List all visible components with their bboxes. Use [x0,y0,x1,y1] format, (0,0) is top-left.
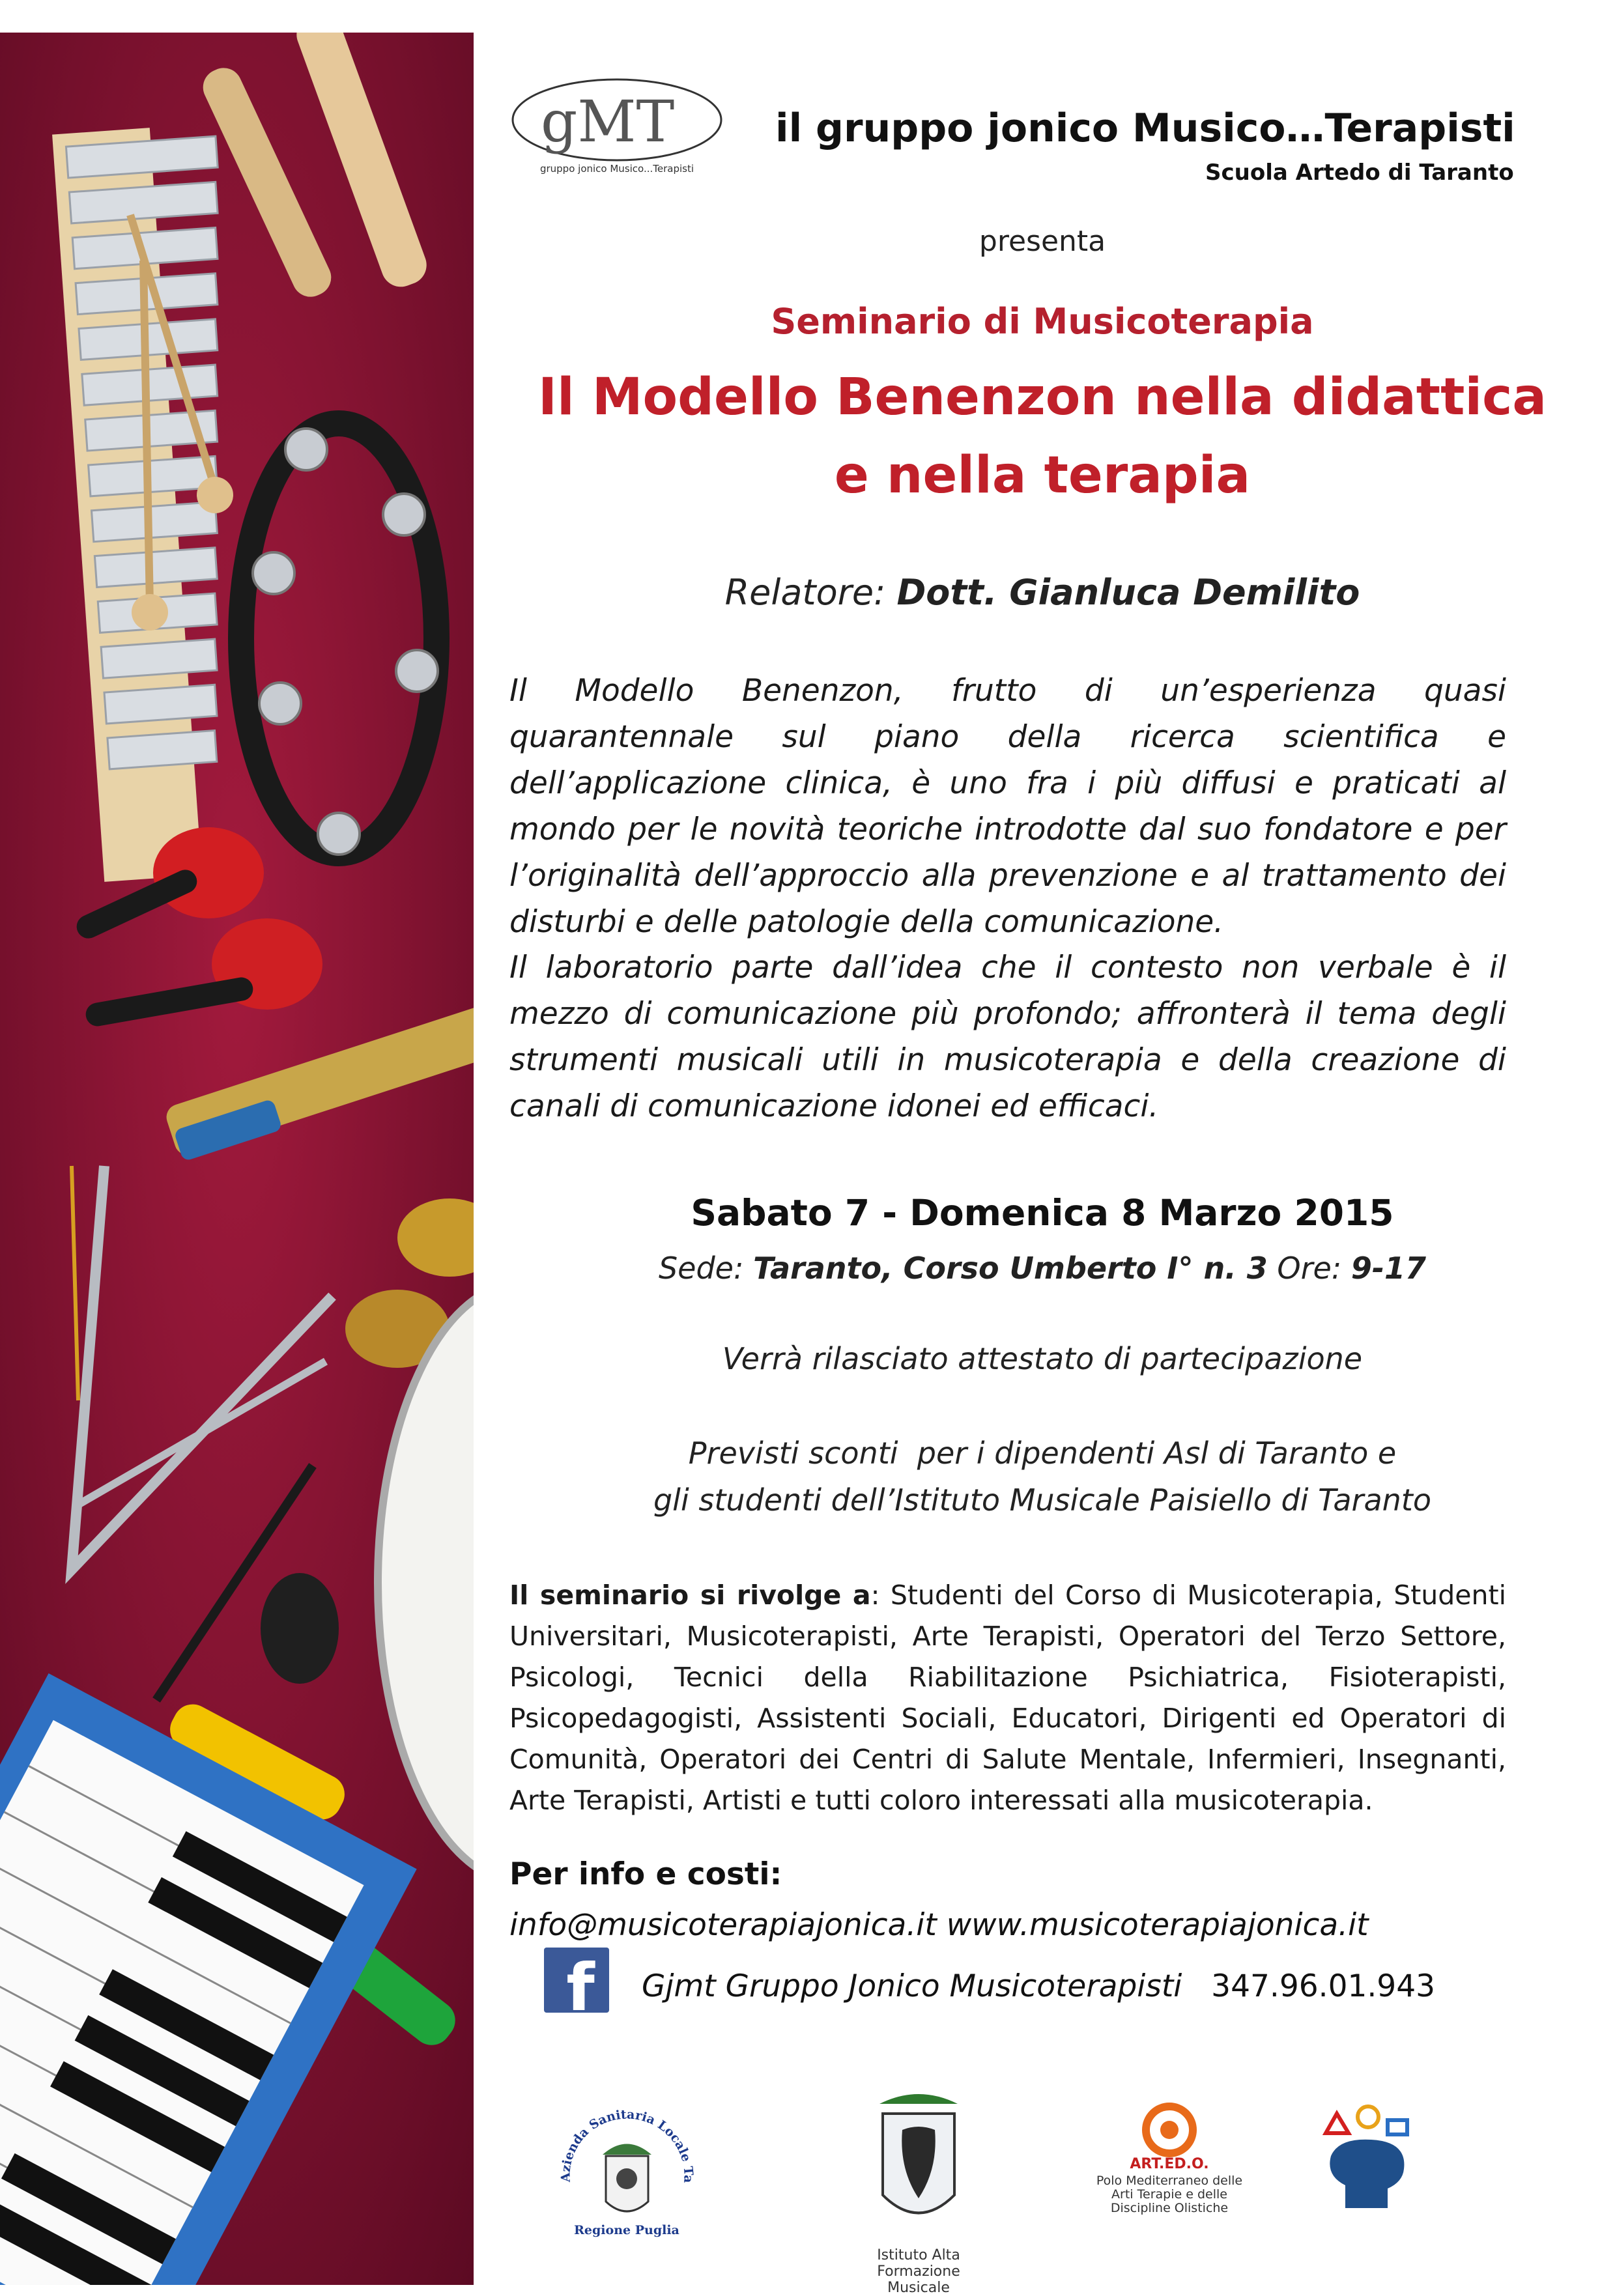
artedo-logo [1124,2101,1215,2172]
artedo-caption-line1: Polo Mediterraneo delle [1096,2174,1243,2188]
asl-taranto-logo [550,2104,704,2257]
istituto-crest [853,2084,984,2241]
instruments-photo [0,33,474,2285]
event-date: Sabato 7 - Domenica 8 Marzo 2015 [691,1192,1394,1234]
asl-region: Regione Puglia [574,2223,679,2237]
speaker-label: Relatore: [724,572,886,613]
gmt-logo-mark [508,73,726,177]
artedo-caption-line3: Discipline Olistiche [1110,2201,1229,2215]
artedo-name: ART.ED.O. [1130,2156,1209,2172]
facebook-contact [642,1968,1435,2004]
head-shapes-logo [1319,2097,1423,2215]
speaker-name: Dott. Gianluca Demilito [896,572,1360,613]
phone-number: 347.96.01.943 [1211,1968,1436,2004]
website-link[interactable]: www.musicoterapiajonica.it [946,1907,1369,1943]
artedo-caption [1094,2174,1244,2215]
audience-text: Studenti del Corso di Musicoterapia, Studenti Universitari, Musicoterapisti, Arte Terapisti, Operatori del Terzo Settore, Psicologi, Tecnici della Riabilitazione Psichiatrica, Fisioterapisti, Psicopedagogisti, Assistenti Sociali, Educatori, Dirigenti ed Operatori di Comunità, Operatori dei Centri di Salute Mentale, Infermieri, Insegnanti, Arte Terapisti, Artisti e tutti coloro interessati alla musicoterapia. [509,1580,1506,1816]
speaker [508,572,1577,613]
egg-shaker [261,1573,339,1684]
info-label: Per info e costi: [509,1856,782,1892]
seminar-title-line1: Il Modello Benenzon nella didattica [538,368,1547,427]
facebook-letter: f [566,1949,595,2013]
facebook-glyph [544,1948,609,2013]
discount-notice [508,1430,1577,1524]
attestato-notice: Verrà rilasciato attestato di partecipazione [722,1341,1363,1376]
gmt-logo-letters: gMT [541,88,675,155]
venue-label: Sede: [658,1251,744,1286]
istituto-logo [853,2084,984,2241]
org-name: il gruppo jonico Musico…Terapisti [775,106,1515,151]
content-column [508,0,1577,2296]
hours-label: Ore: [1277,1251,1342,1286]
email-link[interactable]: info@musicoterapiajonica.it [509,1907,937,1943]
facebook-page-name[interactable]: Gjmt Gruppo Jonico Musicoterapisti [642,1968,1182,2004]
audience-paragraph: Il seminario si rivolge a: Studenti del Corso di Musicoterapia, Studenti Universitari, Musicoterapisti, Arte Terapisti, Operatori del Terzo Settore, Psicologi, Tecnici della Riabilitazione Psichiatrica, Fisioterapisti, Psicopedagogisti, Assistenti Sociali, Educatori, Dirigenti ed Operatori di Comunità, Operatori dei Centri di Salute Mentale, Infermieri, Insegnanti, Arte Terapisti, Artisti e tutti coloro interessati alla musicoterapia. [509,1580,1506,1816]
artedo-caption-line2: Arti Terapie e delle [1111,2187,1227,2202]
asl-seal [550,2104,704,2257]
head-shapes-mark [1319,2097,1423,2215]
event-venue [508,1251,1577,1286]
hours-value: 9-17 [1351,1251,1427,1286]
discount-line-2: gli studenti dell’Istituto Musicale Paisiello di Taranto [653,1482,1431,1518]
info-links [509,1907,1369,1943]
description-paragraph-1: Il Modello Benenzon, frutto di un’esperienza quasi quarantennale sul piano della ricerca scientifica e dell’applicazione clinica, è uno fra i più diffusi e praticati al mondo per le novità teoriche introdotte dal suo fondatore e per l’originalità dell’approccio alla prevenzione e al trattamento dei disturbi e delle patologie della comunicazione. [509,673,1506,940]
seminar-subtitle: Seminario di Musicoterapia [771,301,1314,342]
venue-value: Taranto, Corso Umberto I° n. 3 [753,1251,1268,1286]
istituto-caption-line1: Istituto Alta Formazione [877,2247,960,2280]
asl-ring-text: Azienda Sanitaria Locale Ta [558,2107,696,2184]
istituto-caption-line2: Musicale [887,2280,950,2296]
audience-label: Il seminario si rivolge a [509,1580,871,1611]
istituto-caption [837,2247,1000,2296]
presents-label: presenta [979,225,1106,258]
artedo-mark [1124,2101,1215,2172]
description-paragraph-2: Il laboratorio parte dall’idea che il contesto non verbale è il mezzo di comunicazione più profondo; affronterà il tema degli strumenti musicali utili in musicoterapia e della creazione di canali di comunicazione idonei ed efficaci. [509,950,1506,1124]
discount-line-1: Previsti sconti per i dipendenti Asl di Taranto e [688,1436,1397,1471]
seminar-title-line2: e nella terapia [834,446,1251,505]
gmt-logo-caption: gruppo jonico Musico...Terapisti [539,163,694,175]
seminar-title [508,358,1577,515]
facebook-icon[interactable] [544,1948,609,2013]
gmt-logo [508,73,726,177]
instruments-illustration [0,33,474,2285]
org-subtitle: Scuola Artedo di Taranto [1205,160,1514,186]
